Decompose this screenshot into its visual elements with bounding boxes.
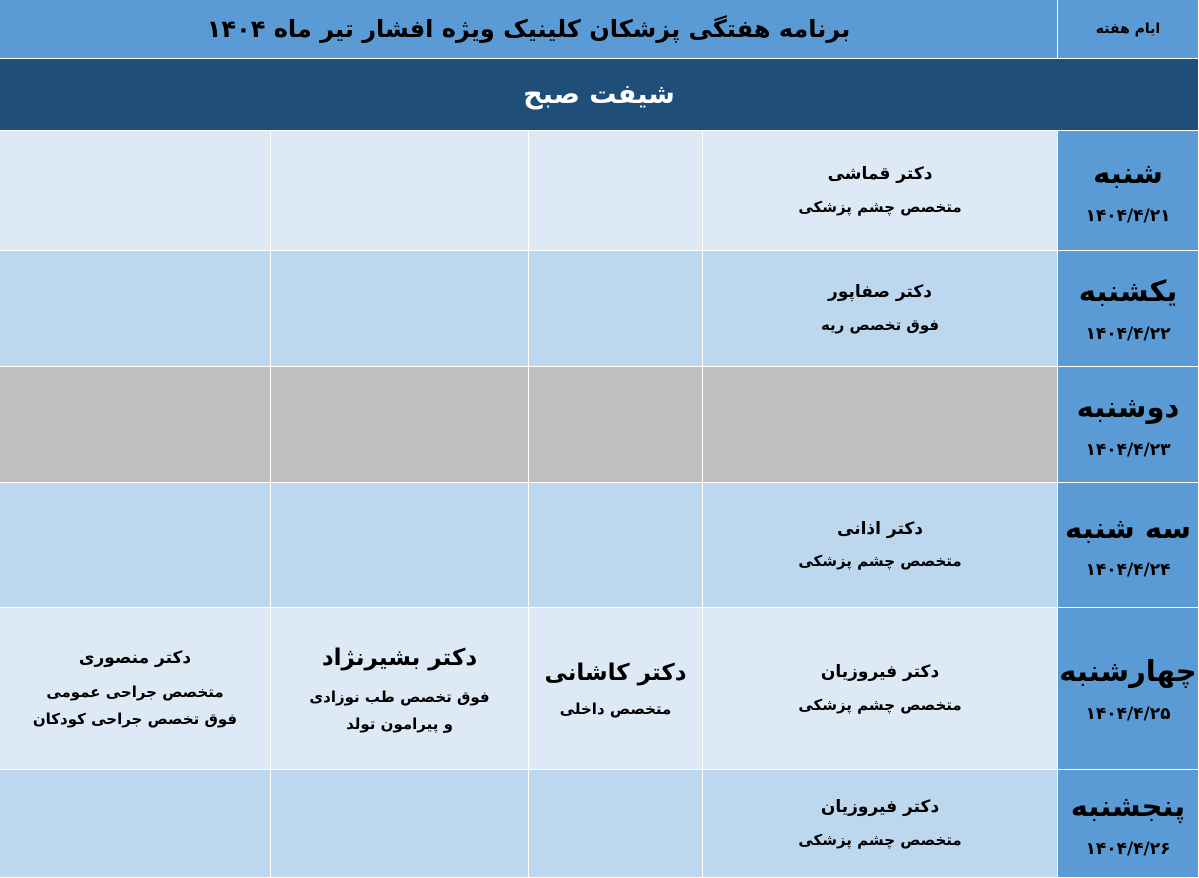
doctor-slot — [529, 367, 703, 483]
schedule-title-text: برنامه هفتگی پزشکان کلینیک ویژه افشار تیر ماه ۱۴۰۴ — [206, 15, 851, 43]
doctor-slot — [703, 770, 1058, 878]
doctor-name: دکتر صفاپور — [828, 282, 932, 303]
day-cell — [1058, 770, 1199, 878]
shift-label: شیفت صبح — [523, 79, 675, 110]
doctor-slot — [271, 483, 529, 608]
doctor-slot — [703, 251, 1058, 367]
doctor-slot — [0, 251, 271, 367]
doctor-specialty: و پیرامون تولد — [346, 714, 453, 733]
doctor-slot — [703, 483, 1058, 608]
doctor-slot — [271, 608, 529, 770]
day-cell — [1058, 483, 1199, 608]
doctor-slot — [703, 131, 1058, 251]
day-cell — [1058, 608, 1199, 770]
shift-banner — [0, 59, 1199, 131]
schedule-title — [0, 0, 1058, 59]
day-name: چهارشنبه — [1059, 654, 1197, 689]
doctor-specialty: فوق تخصص جراحی کودکان — [32, 710, 238, 729]
doctor-specialty: متخصص داخلی — [559, 700, 672, 719]
day-date: ۱۴۰۴/۴/۲۱ — [1085, 205, 1171, 226]
day-date: ۱۴۰۴/۴/۲۵ — [1085, 703, 1171, 724]
doctor-specialty: فوق تخصص طب نوزادی — [309, 687, 490, 706]
doctor-slot — [529, 608, 703, 770]
doctor-name: دکتر منصوری — [78, 647, 192, 668]
day-name: شنبه — [1093, 156, 1163, 191]
doctor-slot — [0, 367, 271, 483]
doctor-slot — [703, 608, 1058, 770]
weekdays-header — [1058, 0, 1199, 59]
doctor-slot — [0, 483, 271, 608]
day-date: ۱۴۰۴/۴/۲۶ — [1085, 838, 1171, 859]
doctor-name: دکتر اذانی — [837, 518, 924, 539]
doctor-slot — [529, 131, 703, 251]
weekdays-header-text: ایام هفته — [1095, 21, 1161, 37]
doctor-slot — [703, 367, 1058, 483]
doctor-slot — [529, 251, 703, 367]
doctor-specialty: متخصص چشم پزشکی — [798, 695, 962, 714]
day-name: یکشنبه — [1078, 274, 1178, 309]
day-date: ۱۴۰۴/۴/۲۲ — [1085, 323, 1171, 344]
doctor-specialty: متخصص جراحی عمومی — [46, 683, 224, 702]
day-name: دوشنبه — [1076, 390, 1180, 425]
day-name: سه شنبه — [1065, 510, 1191, 545]
doctor-name: دکتر فیروزیان — [820, 797, 940, 818]
day-name: پنجشنبه — [1070, 789, 1186, 824]
doctor-slot — [271, 770, 529, 878]
doctor-slot — [529, 770, 703, 878]
doctor-slot — [529, 483, 703, 608]
day-cell — [1058, 131, 1199, 251]
day-cell — [1058, 367, 1199, 483]
doctor-specialty: فوق تخصص ریه — [820, 315, 940, 334]
doctor-slot — [271, 367, 529, 483]
day-date: ۱۴۰۴/۴/۲۴ — [1085, 560, 1171, 581]
doctor-slot — [0, 608, 271, 770]
day-cell — [1058, 251, 1199, 367]
doctor-specialty: متخصص چشم پزشکی — [798, 830, 962, 849]
doctor-slot — [271, 131, 529, 251]
doctor-specialty: متخصص چشم پزشکی — [798, 552, 962, 571]
doctor-specialty: متخصص چشم پزشکی — [798, 197, 962, 216]
doctor-name: دکتر بشیرنژاد — [321, 645, 478, 672]
doctor-slot — [0, 770, 271, 878]
doctor-slot — [271, 251, 529, 367]
doctor-name: دکتر قماشی — [827, 164, 933, 185]
doctor-name: دکتر کاشانی — [544, 659, 687, 686]
doctor-name: دکتر فیروزیان — [820, 662, 940, 683]
doctor-slot — [0, 131, 271, 251]
day-date: ۱۴۰۴/۴/۲۳ — [1085, 439, 1171, 460]
